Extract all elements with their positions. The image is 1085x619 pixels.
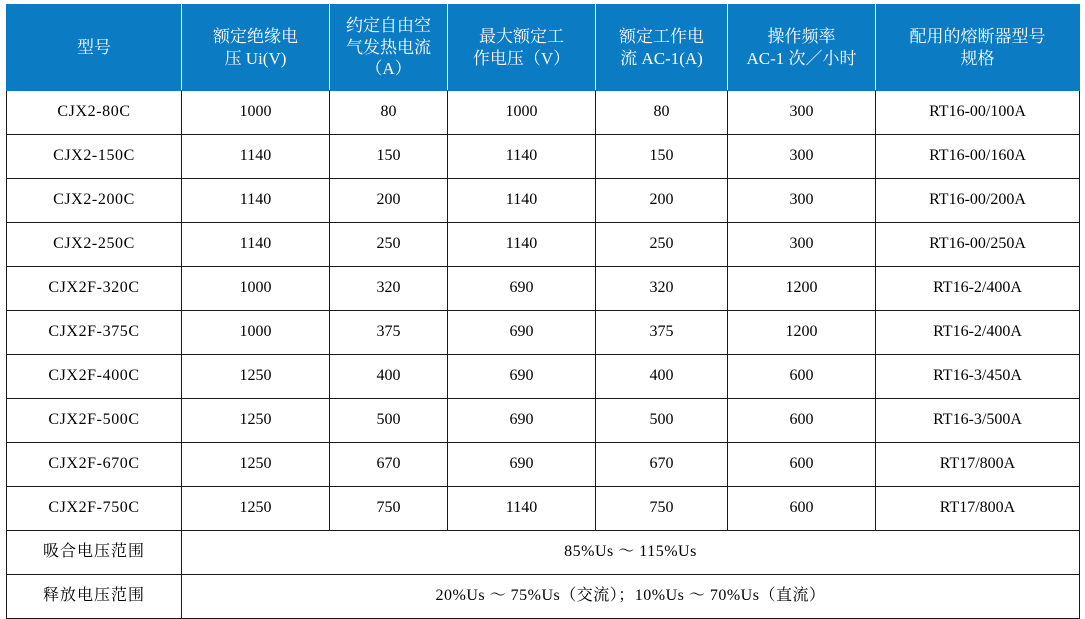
table-row [7,487,1080,531]
cell-max-working-voltage: 1140 [448,179,596,223]
header-line: 约定自由空 [346,15,431,35]
cell-operating-frequency: 300 [728,223,876,267]
cell-max-working-voltage: 690 [448,267,596,311]
cell-model: CJX2F-400C [7,355,182,399]
cell-fuse-model: RT16-00/250A [876,223,1080,267]
table-row [7,223,1080,267]
cell-operating-frequency: 300 [728,135,876,179]
header-row [7,5,1080,91]
cell-fuse-model: RT17/800A [876,443,1080,487]
cell-thermal-current: 375 [330,311,448,355]
cell-thermal-current: 80 [330,91,448,135]
table-header [7,5,1080,91]
cell-max-working-voltage: 690 [448,311,596,355]
cell-working-current: 400 [596,355,728,399]
specification-table [6,4,1080,619]
cell-operating-frequency: 600 [728,355,876,399]
cell-insulation-voltage: 1000 [182,311,330,355]
value-release-voltage-range: 20%Us ～ 75%Us（交流）；10%Us ～ 70%Us（直流） [182,575,1080,619]
cell-max-working-voltage: 1140 [448,223,596,267]
table-body [7,91,1080,619]
table-row [7,443,1080,487]
cell-model: CJX2-250C [7,223,182,267]
header-line: 配用的熔断器型号 [909,26,1046,46]
column-header-fuse-model [876,5,1080,91]
cell-insulation-voltage: 1250 [182,443,330,487]
header-line: （A） [365,59,412,79]
cell-thermal-current: 750 [330,487,448,531]
cell-fuse-model: RT16-00/200A [876,179,1080,223]
header-line: 操作频率 [767,26,836,46]
cell-fuse-model: RT16-00/100A [876,91,1080,135]
cell-operating-frequency: 1200 [728,267,876,311]
cell-insulation-voltage: 1250 [182,355,330,399]
header-line: 规格 [960,48,995,68]
cell-model: CJX2-150C [7,135,182,179]
cell-max-working-voltage: 1140 [448,135,596,179]
cell-insulation-voltage: 1140 [182,135,330,179]
cell-model: CJX2F-500C [7,399,182,443]
cell-working-current: 500 [596,399,728,443]
row-label-release-voltage-range: 释放电压范围 [7,575,182,619]
cell-insulation-voltage: 1140 [182,179,330,223]
cell-model: CJX2F-375C [7,311,182,355]
cell-max-working-voltage: 690 [448,443,596,487]
cell-working-current: 375 [596,311,728,355]
cell-insulation-voltage: 1250 [182,487,330,531]
header-line: 压 Ui(V) [224,48,287,68]
cell-max-working-voltage: 1000 [448,91,596,135]
cell-fuse-model: RT16-2/400A [876,311,1080,355]
cell-model: CJX2-80C [7,91,182,135]
column-header-operating-frequency [728,5,876,91]
header-line: 作电压（V） [472,48,571,68]
table-row [7,267,1080,311]
cell-thermal-current: 500 [330,399,448,443]
value-pickup-voltage-range: 85%Us ～ 115%Us [182,531,1080,575]
cell-thermal-current: 250 [330,223,448,267]
table-row [7,355,1080,399]
cell-operating-frequency: 1200 [728,311,876,355]
summary-row-pickup-voltage [7,531,1080,575]
column-header-rated-insulation-voltage [182,5,330,91]
cell-operating-frequency: 600 [728,443,876,487]
cell-thermal-current: 400 [330,355,448,399]
cell-working-current: 150 [596,135,728,179]
cell-fuse-model: RT16-3/450A [876,355,1080,399]
column-header-rated-working-current [596,5,728,91]
cell-working-current: 670 [596,443,728,487]
cell-operating-frequency: 600 [728,487,876,531]
cell-working-current: 200 [596,179,728,223]
table-row [7,179,1080,223]
cell-thermal-current: 320 [330,267,448,311]
cell-working-current: 80 [596,91,728,135]
table-row [7,91,1080,135]
cell-thermal-current: 150 [330,135,448,179]
cell-insulation-voltage: 1250 [182,399,330,443]
cell-operating-frequency: 600 [728,399,876,443]
table-row [7,135,1080,179]
column-header-model [7,5,182,91]
cell-thermal-current: 200 [330,179,448,223]
column-header-max-rated-working-voltage [448,5,596,91]
cell-insulation-voltage: 1140 [182,223,330,267]
cell-working-current: 750 [596,487,728,531]
cell-model: CJX2F-750C [7,487,182,531]
cell-working-current: 320 [596,267,728,311]
cell-operating-frequency: 300 [728,91,876,135]
cell-thermal-current: 670 [330,443,448,487]
header-line: 型号 [77,37,111,57]
header-line: 额定工作电 [619,26,704,46]
header-line: 流 AC-1(A) [620,48,703,68]
cell-model: CJX2F-670C [7,443,182,487]
header-line: 额定绝缘电 [213,26,298,46]
header-line: 最大额定工 [479,26,564,46]
cell-insulation-voltage: 1000 [182,91,330,135]
table-row [7,311,1080,355]
header-line: 气发热电流 [346,37,431,57]
cell-max-working-voltage: 690 [448,399,596,443]
cell-insulation-voltage: 1000 [182,267,330,311]
cell-fuse-model: RT16-3/500A [876,399,1080,443]
cell-max-working-voltage: 1140 [448,487,596,531]
cell-fuse-model: RT16-2/400A [876,267,1080,311]
cell-operating-frequency: 300 [728,179,876,223]
table-row [7,399,1080,443]
cell-max-working-voltage: 690 [448,355,596,399]
cell-model: CJX2F-320C [7,267,182,311]
cell-fuse-model: RT17/800A [876,487,1080,531]
column-header-conventional-free-air-thermal-current [330,5,448,91]
row-label-pickup-voltage-range: 吸合电压范围 [7,531,182,575]
header-line: AC-1 次／小时 [746,48,857,68]
cell-fuse-model: RT16-00/160A [876,135,1080,179]
cell-model: CJX2-200C [7,179,182,223]
cell-working-current: 250 [596,223,728,267]
